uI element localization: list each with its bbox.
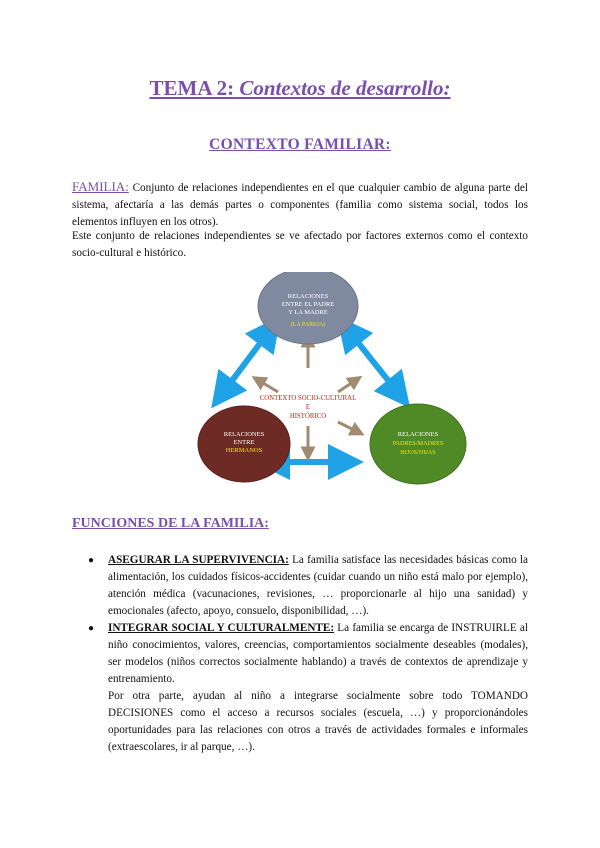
- familia-term: FAMILIA:: [72, 179, 129, 194]
- list-item: [72, 552, 528, 620]
- familia-second-paragraph: Este conjunto de relaciones independientes se ve afectado por factores externos como el contexto socio-cultural e histórico.: [72, 230, 528, 259]
- center-line2: E: [305, 404, 311, 411]
- func-head: ASEGURAR LA SUPERVIVENCIA:: [108, 554, 289, 566]
- func-head: INTEGRAR SOCIAL Y CULTURALMENTE:: [108, 622, 335, 634]
- title-prefix: TEMA 2:: [149, 76, 235, 100]
- brown-arrow-up-left: [258, 380, 278, 392]
- func-text: La familia se encarga de INSTRUIRLE al niño conocimientos, valores, creencias, comportamientos socialmente deseables (modales), ser modelos (niños correctos socialmente hablando) a través de contextos de aprendizaje y entrenamiento.: [108, 622, 528, 685]
- page-title: [0, 76, 600, 101]
- blue-arrow-right: [348, 330, 399, 394]
- title-italic: Contextos de desarrollo:: [239, 76, 451, 100]
- center-line3: HISTÓRICO: [289, 413, 327, 420]
- right-node-line1: RELACIONES: [397, 431, 439, 438]
- left-node-line2: ENTRE: [233, 439, 255, 446]
- brown-arrow-down-right: [338, 422, 358, 432]
- center-line1: CONTEXTO SOCIO-CULTURAL: [259, 395, 357, 402]
- left-node-highlight: HERMANOS: [225, 447, 263, 454]
- left-node-line1: RELACIONES: [223, 431, 265, 438]
- top-node-highlight: (LA PAREJA): [290, 322, 326, 328]
- bullet-icon: ●: [88, 623, 95, 634]
- func-text: La familia satisface las necesidades básicas como la alimentación, los cuidados físicos-accidentes (cuidar cuando un niño está malo por ejemplo), atención médica (vacunaciones, revisiones, … proporcionarle al hijo una sanidad) y emocionales (afecto, apoyo, consuelo, disponibilidad, …).: [108, 554, 528, 617]
- familia-definition: [72, 178, 528, 231]
- right-node-highlight1: PADRES/MADRES: [392, 440, 444, 447]
- family-system-diagram: [196, 272, 476, 498]
- familia-definition-text: Conjunto de relaciones independientes en el que cualquier cambio de alguna parte del sistema, afectaría a las demás partes o componentes (familia como sistema social, todos los elementos influyen en los otros).: [72, 182, 528, 228]
- brown-arrow-up-right: [338, 380, 356, 392]
- funciones-list: [72, 552, 528, 756]
- right-node-highlight2: HIJOS/HIJAS: [400, 449, 436, 456]
- top-node-line2: ENTRE EL PADRE: [281, 301, 335, 308]
- top-node-line3: Y LA MADRE: [288, 309, 328, 316]
- list-item: [72, 620, 528, 756]
- top-node-line1: RELACIONES: [287, 293, 329, 300]
- funciones-title: FUNCIONES DE LA FAMILIA:: [72, 516, 269, 531]
- bullet-icon: ●: [88, 555, 95, 566]
- node-parents-couple: [258, 272, 358, 344]
- section-title: CONTEXTO FAMILIAR:: [209, 136, 391, 153]
- func-extra: Por otra parte, ayudan al niño a integrarse socialmente sobre todo TOMANDO DECISIONES como el acceso a recursos sociales (escuela, …) y proporcionándoles oportunidades para las relaciones con otros a través de actividades formales e informales (extraescolares, ir al parque, …).: [108, 690, 528, 753]
